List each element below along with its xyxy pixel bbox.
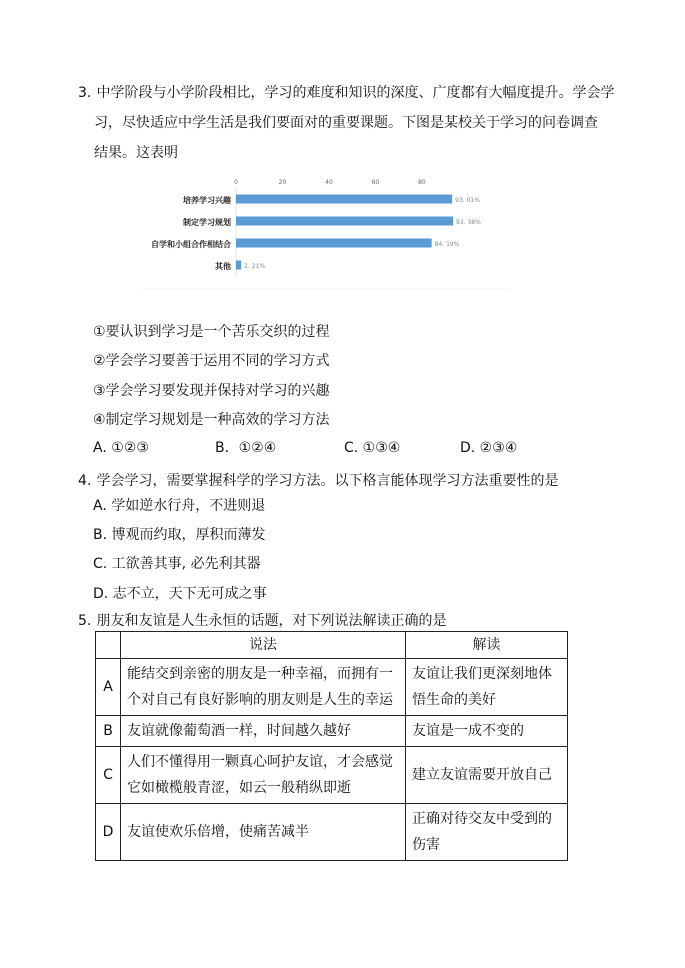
- choice-a[interactable]: A. ①②③: [93, 440, 149, 456]
- row-statement: 人们不懂得用一颗真心呵护友谊，才会感觉它如橄榄般青涩，如云一般稍纵即逝: [121, 747, 406, 804]
- row-key: C: [96, 747, 121, 804]
- row-interpretation: 建立友谊需要开放自己: [406, 747, 568, 804]
- question-3-stem: 3. 中学阶段与小学阶段相比，学习的难度和知识的深度、广度都有大幅度提升。学会学 习，尽快适应中学生活是我们要面对的重要课题。下图是某校关于学习的问卷调查 结果。这表明: [78, 78, 618, 168]
- bar: [236, 217, 453, 226]
- table-row: [96, 804, 568, 861]
- q4-option-a[interactable]: A. 学如逆水行舟，不进则退: [93, 498, 266, 514]
- q4-option-b[interactable]: B. 博观而约取，厚积而薄发: [93, 527, 266, 543]
- statement-3: ③学会学习要发现并保持对学习的兴趣: [93, 383, 330, 399]
- table-row: [96, 659, 568, 716]
- table-row: [96, 716, 568, 747]
- row-interpretation: 友谊让我们更深刻地体悟生命的美好: [406, 659, 568, 716]
- choice-d[interactable]: D. ②③④: [460, 440, 518, 456]
- bar: [236, 239, 432, 248]
- statement-2: ②学会学习要善于运用不同的学习方式: [93, 353, 330, 369]
- row-statement: 友谊就像葡萄酒一样，时间越久越好: [121, 716, 406, 747]
- row-statement: 能结交到亲密的朋友是一种幸福，而拥有一个对自己有良好影响的朋友则是人生的幸运: [121, 659, 406, 716]
- q4-option-c[interactable]: C. 工欲善其事, 必先利其器: [93, 556, 261, 572]
- x-tick-label: 20: [278, 179, 287, 186]
- category-label: 自学和小组合作相结合: [151, 240, 231, 249]
- bar: [236, 261, 241, 270]
- bar: [236, 195, 452, 204]
- question-5-stem: 5. 朋友和友谊是人生永恒的话题，对下列说法解读正确的是: [78, 606, 618, 636]
- question-4-stem: 4. 学会学习，需要掌握科学的学习方法。以下格言能体现学习方法重要性的是: [78, 466, 618, 496]
- data-label: 2. 21%: [244, 263, 266, 270]
- question-number: 3.: [78, 85, 92, 101]
- choice-c[interactable]: C. ①③④: [344, 440, 401, 456]
- x-tick-label: 80: [418, 179, 426, 186]
- table-header-row: [96, 632, 568, 659]
- category-label: 培养学习兴趣: [183, 196, 231, 205]
- x-tick-label: 0: [234, 179, 238, 186]
- row-interpretation: 正确对待交友中受到的伤害: [406, 804, 568, 861]
- row-interpretation: 友谊是一成不变的: [406, 716, 568, 747]
- row-statement: 友谊使欢乐倍增，使痛苦减半: [121, 804, 406, 861]
- data-label: 84. 19%: [434, 241, 460, 248]
- friendship-table: [95, 631, 568, 861]
- statement-4: ④制定学习规划是一种高效的学习方法: [93, 412, 330, 428]
- choice-b[interactable]: B．①②④: [215, 440, 277, 456]
- q4-option-d[interactable]: D. 志不立，天下无可成之事: [93, 586, 267, 602]
- row-key: A: [96, 659, 121, 716]
- row-key: B: [96, 716, 121, 747]
- header-interpretation: 解读: [406, 632, 568, 659]
- question-number: 4.: [78, 473, 92, 489]
- category-label: 制定学习规划: [183, 218, 231, 227]
- data-label: 93. 01%: [455, 197, 480, 204]
- x-tick-label: 60: [371, 179, 380, 186]
- header-statement: 说法: [121, 632, 406, 659]
- category-label: 其他: [215, 262, 231, 271]
- question-number: 5.: [78, 613, 92, 629]
- x-tick-label: 40: [325, 179, 333, 186]
- statement-1: ①要认识到学习是一个苦乐交织的过程: [93, 324, 330, 340]
- survey-bar-chart: [140, 176, 510, 292]
- row-key: D: [96, 804, 121, 861]
- data-label: 93. 38%: [456, 219, 481, 226]
- table-row: [96, 747, 568, 804]
